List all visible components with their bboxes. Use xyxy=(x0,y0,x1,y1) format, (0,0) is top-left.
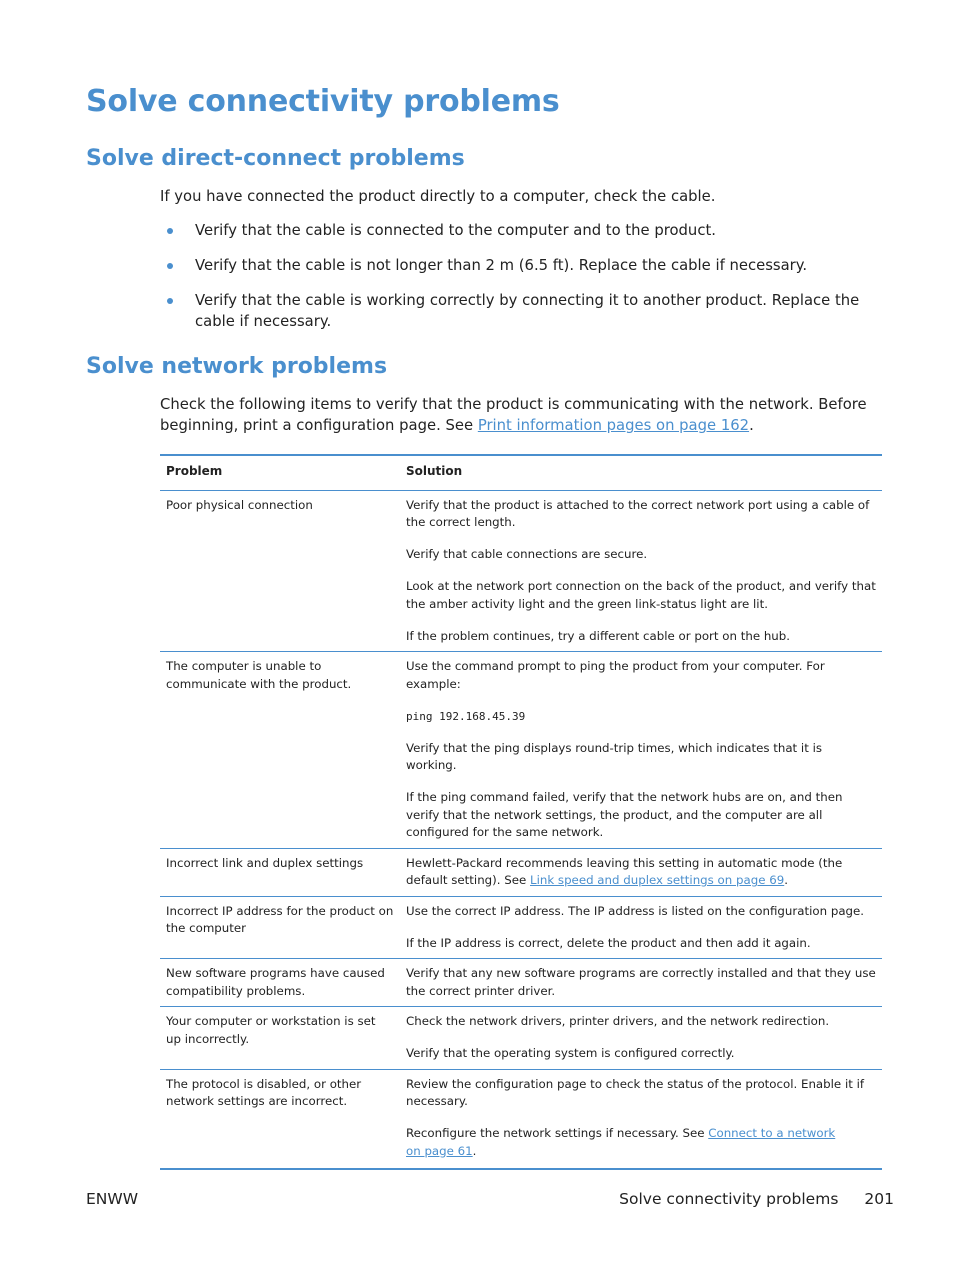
print-info-pages-link[interactable]: Print information pages on page 162 xyxy=(477,417,750,434)
column-header-problem: Problem xyxy=(160,455,400,490)
solution-text xyxy=(406,1125,876,1160)
solution-text: Check the network drivers, printer drivers, and the network redirection. xyxy=(406,1014,830,1028)
solution-text: Verify that the product is attached to the correct network port using a cable of the correct length. xyxy=(406,497,870,529)
solution-cell xyxy=(400,896,882,959)
solution-text: Use the correct IP address. The IP address is listed on the configuration page. xyxy=(406,903,865,918)
problem-cell: Your computer or workstation is set up incorrectly. xyxy=(160,1007,400,1070)
solution-text: If the problem continues, try a different cable or port on the hub. xyxy=(406,628,791,643)
list-item xyxy=(160,290,884,332)
page-title: Solve connectivity problems xyxy=(86,84,560,119)
problem-cell: New software programs have caused compatibility problems. xyxy=(160,959,400,1007)
table-row xyxy=(160,652,882,849)
solution-cell xyxy=(400,1007,882,1070)
solution-cell xyxy=(400,848,882,896)
table-row xyxy=(160,959,882,1007)
solution-text: Verify that cable connections are secure. xyxy=(406,547,648,561)
table-row xyxy=(160,490,882,652)
direct-connect-heading: Solve direct-connect problems xyxy=(86,146,465,171)
table-row xyxy=(160,848,882,896)
footer-section-title: Solve connectivity problems xyxy=(619,1190,839,1208)
table-header-row xyxy=(160,455,882,490)
list-item-text: Verify that the cable is working correctly by connecting it to another product. Replace the cable if necessary. xyxy=(195,292,860,330)
network-heading: Solve network problems xyxy=(86,354,388,379)
solution-cell xyxy=(400,652,882,849)
table-row xyxy=(160,1007,882,1070)
solution-text: Review the configuration page to check the status of the protocol. Enable it if necessary. xyxy=(406,1076,865,1108)
column-header-solution: Solution xyxy=(400,455,882,490)
connect-to-network-link[interactable]: Connect to a network xyxy=(708,1126,836,1140)
problem-cell: The computer is unable to communicate with the product. xyxy=(160,652,400,849)
problem-cell: The protocol is disabled, or other network settings are incorrect. xyxy=(160,1069,400,1169)
network-intro-end: . xyxy=(749,417,754,434)
network-intro-text: Check the following items to verify that the product is communicating with the network. Before beginning, print a configuration page. See xyxy=(160,396,867,434)
direct-connect-checklist xyxy=(160,220,884,332)
solution-text-end: . xyxy=(784,873,788,887)
solution-text: If the IP address is correct, delete the product and then add it again. xyxy=(406,935,811,950)
problem-cell: Poor physical connection xyxy=(160,490,400,652)
link-speed-duplex-link[interactable]: Link speed and duplex settings on page 69 xyxy=(530,873,785,887)
list-item xyxy=(160,220,884,241)
solution-text: Verify that the operating system is configured correctly. xyxy=(406,1046,735,1060)
problem-cell: Incorrect link and duplex settings xyxy=(160,848,400,896)
footer-right xyxy=(619,1189,894,1209)
solution-text: Look at the network port connection on the back of the product, and verify that the amber activity light and the green link-status light are lit. xyxy=(406,579,876,611)
problem-cell: Incorrect IP address for the product on the computer xyxy=(160,896,400,959)
solution-text: Use the command prompt to ping the product from your computer. For example: xyxy=(406,659,825,691)
list-item-text: Verify that the cable is connected to the computer and to the product. xyxy=(195,222,716,239)
solution-text xyxy=(406,855,876,890)
page-number: 201 xyxy=(864,1190,894,1208)
bullet-icon xyxy=(167,228,173,234)
table-row xyxy=(160,896,882,959)
list-item-text: Verify that the cable is not longer than 2 m (6.5 ft). Replace the cable if necessary. xyxy=(195,257,808,274)
connect-to-network-link-page[interactable]: on page 61 xyxy=(406,1143,473,1158)
solution-text: If the ping command failed, verify that the network hubs are on, and then verify that the network settings, the product, and the computer are all configured for the same network. xyxy=(406,790,843,839)
solution-text-end: . xyxy=(472,1143,477,1158)
table-row xyxy=(160,1069,882,1169)
network-problems-table xyxy=(160,454,882,1170)
list-item xyxy=(160,255,884,276)
footer-label: ENWW xyxy=(86,1190,139,1208)
solution-text-part: Reconfigure the network settings if necessary. See xyxy=(406,1126,709,1140)
solution-text: Verify that the ping displays round-trip times, which indicates that it is working. xyxy=(406,740,823,772)
direct-connect-intro: If you have connected the product directly to a computer, check the cable. xyxy=(160,188,716,205)
solution-text: Verify that any new software programs are correctly installed and that they use the correct printer driver. xyxy=(406,966,876,998)
network-intro xyxy=(160,394,884,436)
ping-command-example: ping 192.168.45.39 xyxy=(406,709,526,723)
solution-text-part: Hewlett-Packard recommends leaving this setting in automatic mode (the default setting). See xyxy=(406,855,843,887)
solution-cell xyxy=(400,959,882,1007)
solution-cell xyxy=(400,1069,882,1169)
solution-cell xyxy=(400,490,882,652)
bullet-icon xyxy=(167,298,173,304)
bullet-icon xyxy=(167,263,173,269)
